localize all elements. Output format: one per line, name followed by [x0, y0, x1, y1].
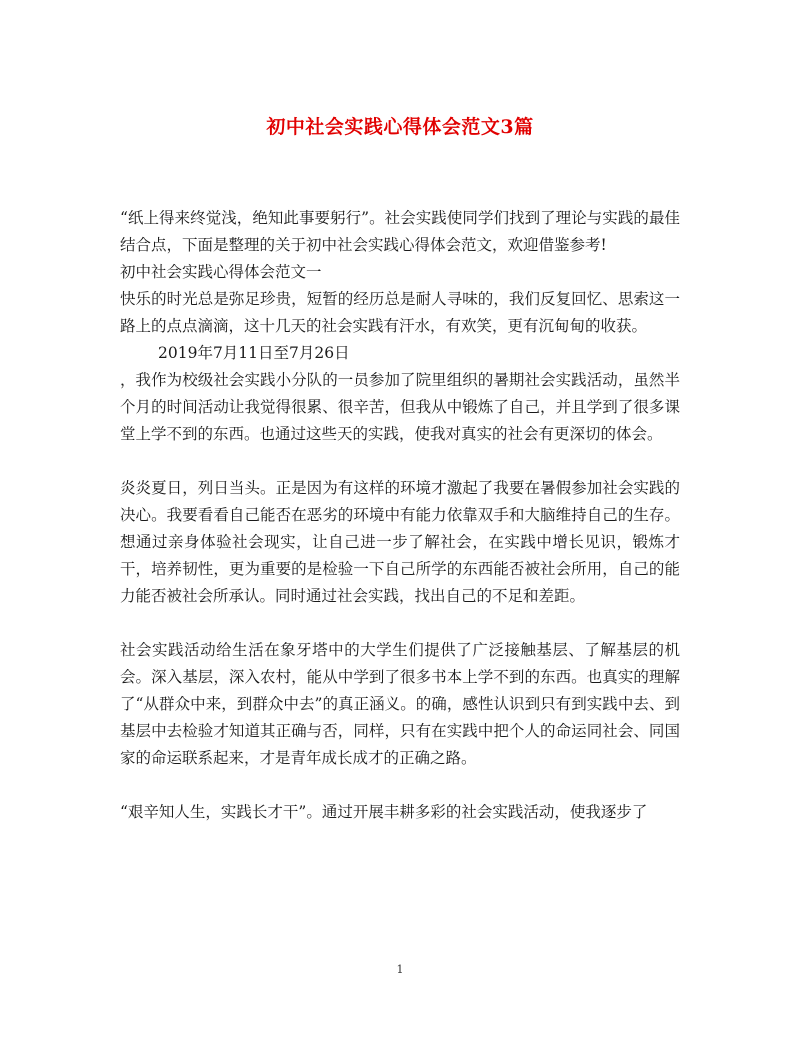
section-heading: 初中社会实践心得体会范文一	[120, 263, 322, 281]
body-paragraph: 炎炎夏日，列日当头。正是因为有这样的环境才激起了我要在暑假参加社会实践的决心。我要看看自己能否在恶劣的环境中有能力依靠双手和大脑维持自己的生存。想通过亲身体验社会现实，让自己进一步了解社会，在实践中增长见识，锻炼才干，培养韧性，更为重要的是检验一下自己所学的东西能否被社会所用，自己的能力能否被社会所承认。同时通过社会实践，找出自己的不足和差距。	[120, 479, 680, 605]
document-title: 初中社会实践心得体会范文3篇	[266, 116, 534, 138]
document-body	[120, 205, 680, 826]
date-line: 2019年7月11日至7月26日	[158, 344, 350, 362]
body-paragraph: 社会实践活动给生活在象牙塔中的大学生们提供了广泛接触基层、了解基层的机会。深入基层，深入农村，能从中学到了很多书本上学不到的东西。也真实的理解了“从群众中来，到群众中去”的真正涵义。的确，感性认识到只有到实践中去、到基层中去检验才知道其正确与否，同样，只有在实践中把个人的命运同社会、同国家的命运联系起来，才是青年成长成才的正确之路。	[120, 641, 680, 767]
body-paragraph: “艰辛知人生，实践长才干”。通过开展丰耕多彩的社会实践活动，使我逐步了	[120, 803, 648, 821]
body-paragraph: ，我作为校级社会实践小分队的一员参加了院里组织的暑期社会实践活动，虽然半个月的时间活动让我觉得很累、很辛苦，但我从中锻炼了自己，并且学到了很多课堂上学不到的东西。也通过这些天的实践，使我对真实的社会有更深切的体会。	[120, 371, 680, 443]
body-paragraph: 快乐的时光总是弥足珍贵，短暂的经历总是耐人寻味的，我们反复回忆、思索这一路上的点点滴滴，这十几天的社会实践有汗水，有欢笑，更有沉甸甸的收获。	[120, 290, 680, 335]
intro-paragraph: “纸上得来终觉浅，绝知此事要躬行”。社会实践使同学们找到了理论与实践的最佳结合点，下面是整理的关于初中社会实践心得体会范文，欢迎借鉴参考!	[120, 209, 680, 254]
page-number: 1	[396, 963, 404, 976]
